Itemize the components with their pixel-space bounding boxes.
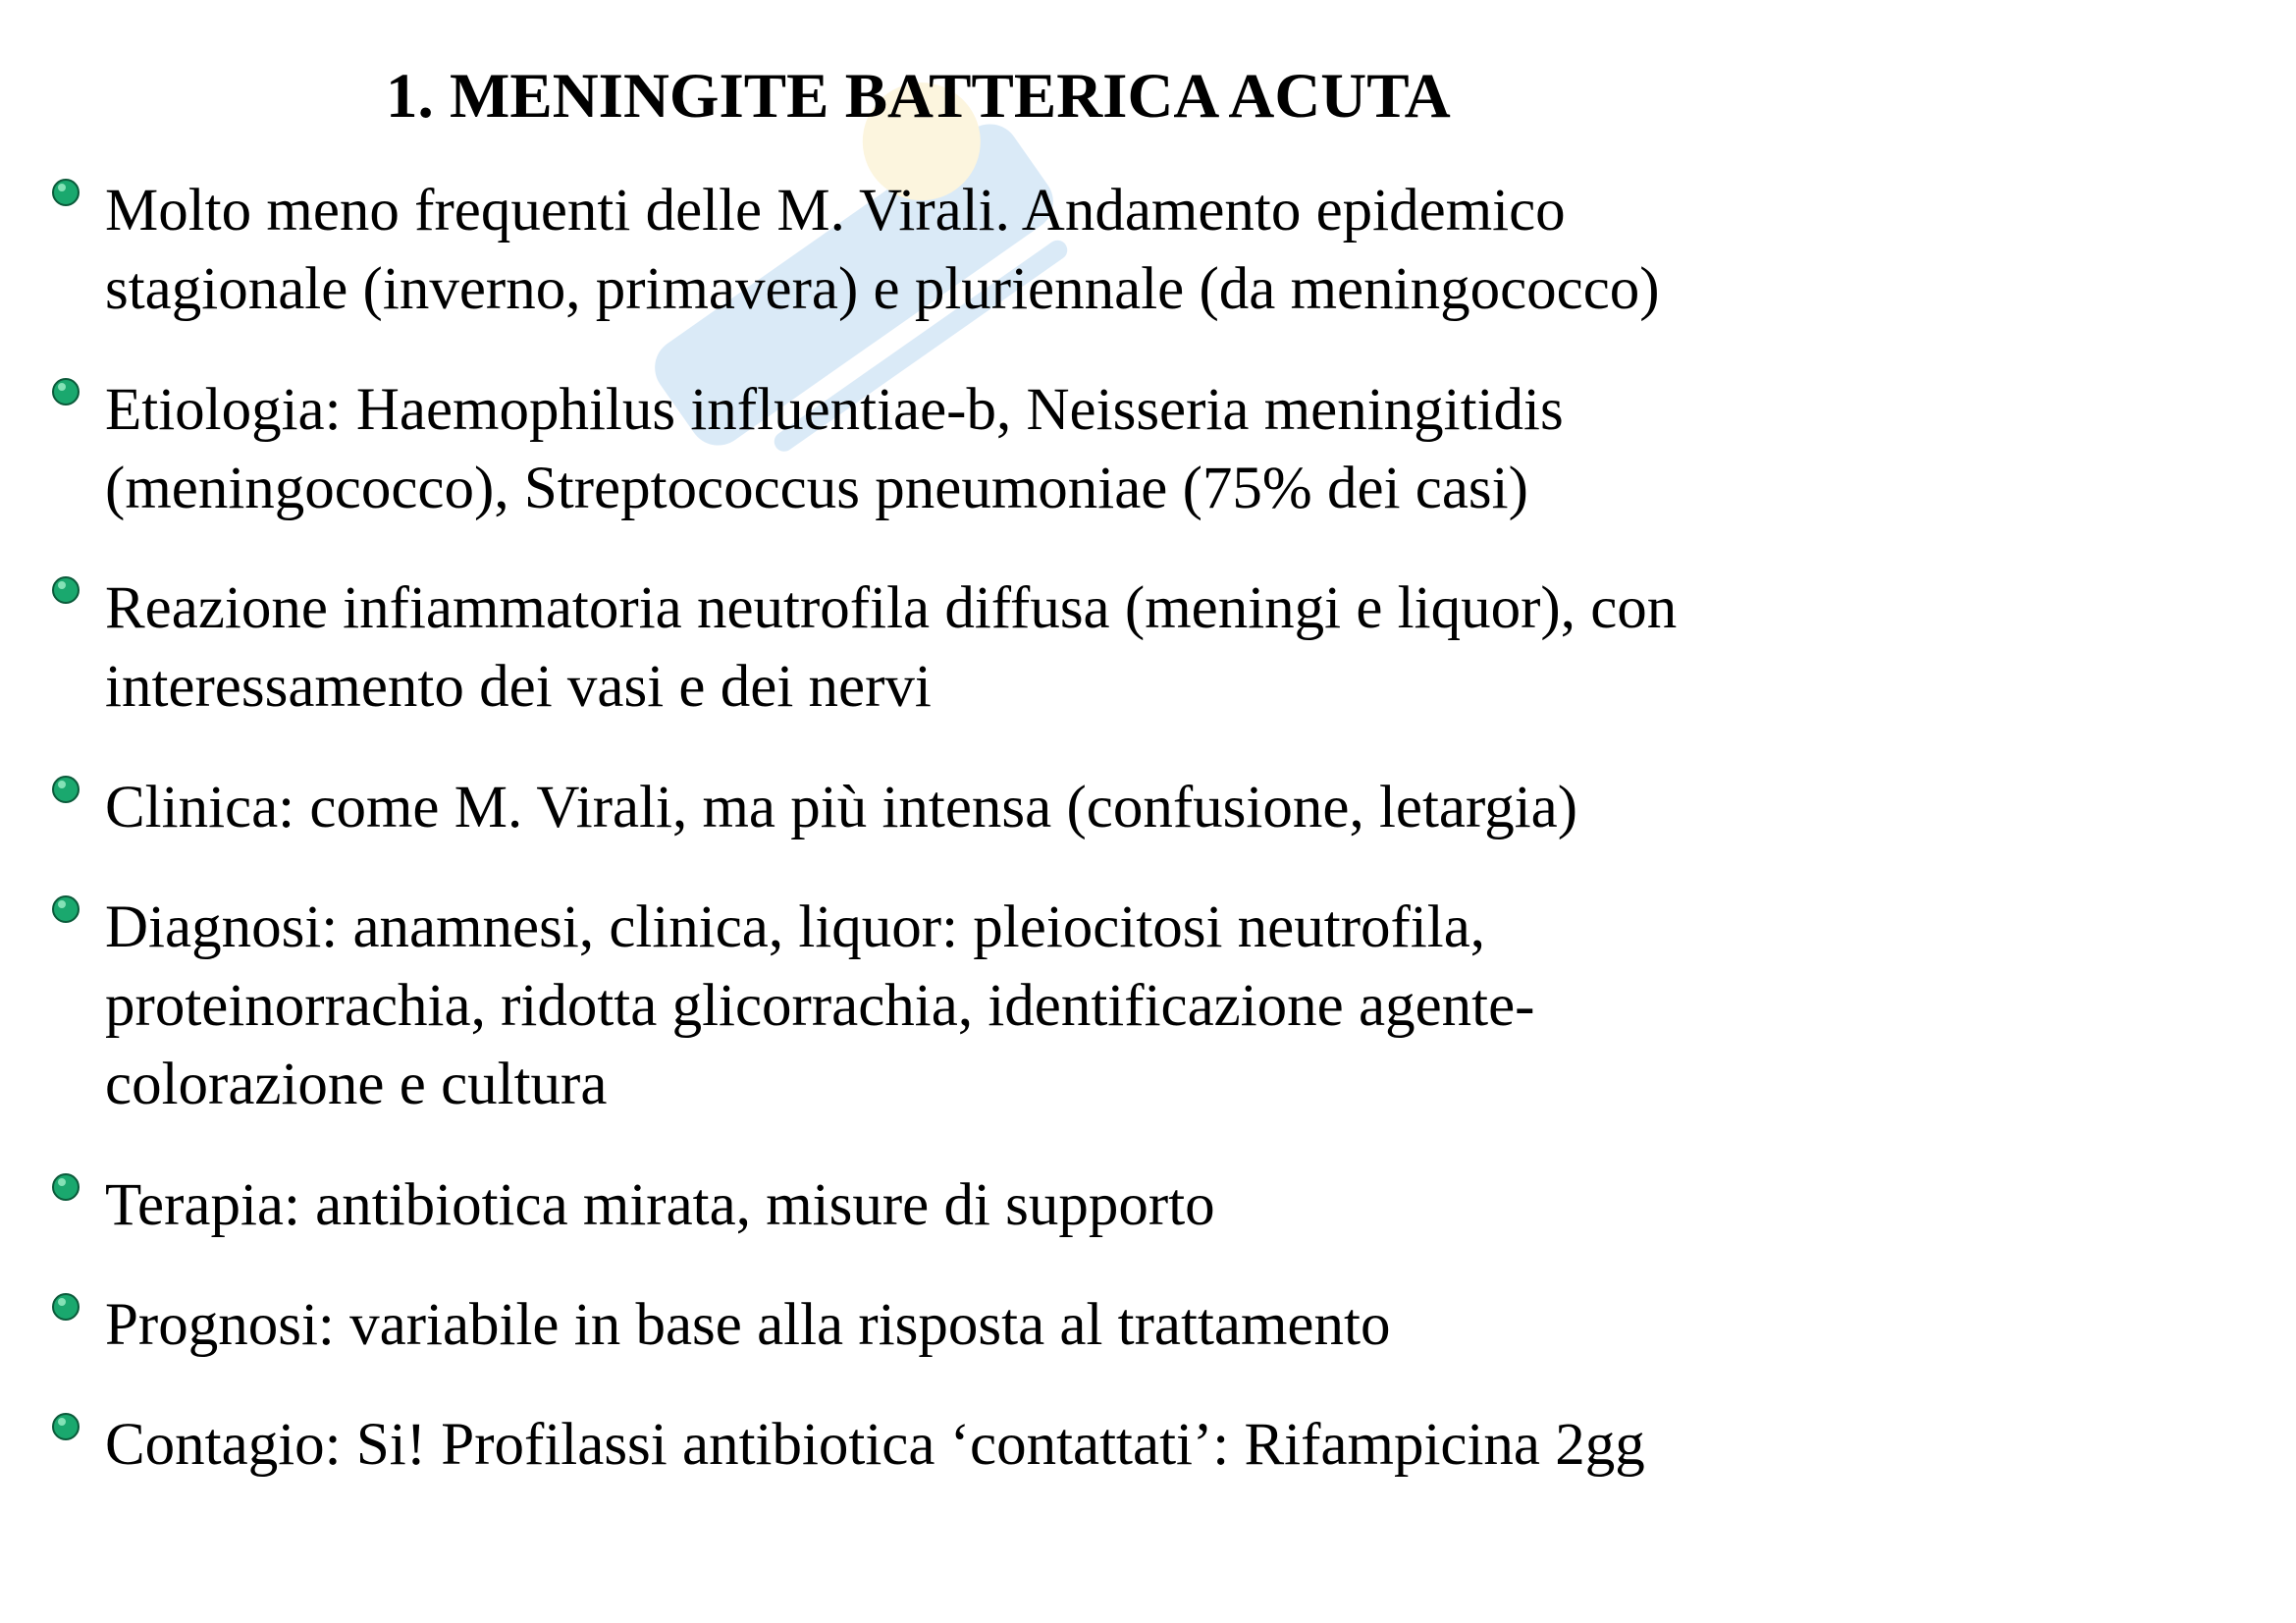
bullet-text: Prognosi: variabile in base alla risposta al trattamento: [105, 1292, 1391, 1358]
bullet-text: Etiologia: Haemophilus influentiae-b, Neisseria meningitidis (meningococco), Streptococcus pneumoniae (75% dei casi): [105, 377, 1564, 521]
green-bullet-icon: [51, 1172, 80, 1202]
green-bullet-icon: [51, 775, 80, 804]
green-bullet-icon: [51, 178, 80, 207]
slide-title: 1. MENINGITE BATTERICA ACUTA: [386, 61, 1451, 132]
bullet-text: Molto meno frequenti delle M. Virali. Andamento epidemico stagionale (inverno, primavera) e pluriennale (da meningococco): [105, 178, 1660, 322]
bullet-text: Diagnosi: anamnesi, clinica, liquor: pleiocitosi neutrofila, proteinorrachia, ridotta glicorrachia, identificazione agente- colorazione e cultura: [105, 894, 1535, 1117]
green-bullet-icon: [51, 1412, 80, 1441]
green-bullet-icon: [51, 894, 80, 924]
green-bullet-icon: [51, 1292, 80, 1322]
green-bullet-icon: [51, 575, 80, 605]
bullet-text: Clinica: come M. Virali, ma più intensa (confusione, letargia): [105, 775, 1578, 840]
bullet-text: Contagio: Si! Profilassi antibiotica ‘contattati’: Rifampicina 2gg: [105, 1412, 1645, 1478]
bullet-text: Reazione infiammatoria neutrofila diffusa (meningi e liquor), con interessamento dei vasi e dei nervi: [105, 575, 1678, 720]
bullet-text: Terapia: antibiotica mirata, misure di supporto: [105, 1172, 1215, 1238]
green-bullet-icon: [51, 377, 80, 406]
